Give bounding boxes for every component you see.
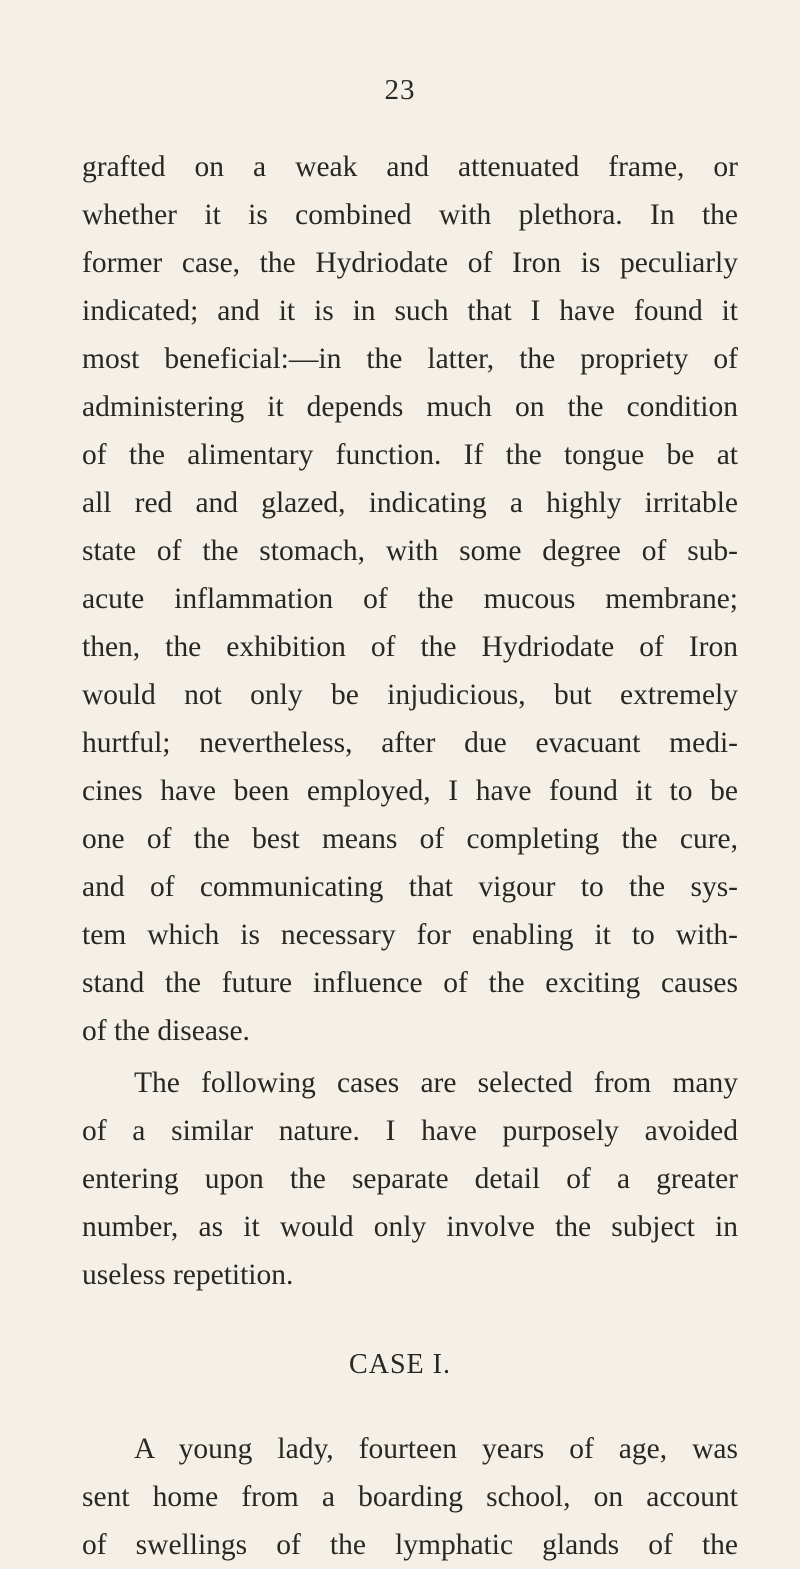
text-line: entering upon the separate detail of a greater xyxy=(82,1163,738,1195)
text-line: stand the future influence of the exciting causes xyxy=(82,967,738,999)
text-line: whether it is combined with plethora. In the xyxy=(82,199,738,231)
text-line: indicated; and it is in such that I have found it xyxy=(82,295,738,327)
text-line: then, the exhibition of the Hydriodate of Iron xyxy=(82,631,738,663)
page-number: 23 xyxy=(384,74,416,106)
text-line: most beneficial:—in the latter, the propriety of xyxy=(82,343,738,375)
text-line: of the alimentary function. If the tongue be at xyxy=(82,439,738,471)
text-line: one of the best means of completing the cure, xyxy=(82,823,738,855)
text-line: of swellings of the lymphatic glands of the xyxy=(82,1529,738,1561)
text-line: administering it depends much on the condition xyxy=(82,391,738,423)
text-line: The following cases are selected from many xyxy=(134,1067,738,1099)
case-heading: CASE I. xyxy=(349,1349,451,1380)
text-line: sent home from a boarding school, on account xyxy=(82,1481,738,1513)
text-line: A young lady, fourteen years of age, was xyxy=(134,1433,738,1465)
text-line: hurtful; nevertheless, after due evacuant medi- xyxy=(82,727,738,759)
text-line: useless repetition. xyxy=(82,1259,294,1291)
text-line: and of communicating that vigour to the sys- xyxy=(82,871,738,903)
text-line: of a similar nature. I have purposely avoided xyxy=(82,1115,738,1147)
text-line: cines have been employed, I have found it to be xyxy=(82,775,738,807)
text-line: tem which is necessary for enabling it to with- xyxy=(82,919,738,951)
text-line: all red and glazed, indicating a highly irritable xyxy=(82,487,738,519)
text-line: grafted on a weak and attenuated frame, or xyxy=(82,151,738,183)
text-line: of the disease. xyxy=(82,1015,250,1047)
text-line: number, as it would only involve the subject in xyxy=(82,1211,738,1243)
text-line: former case, the Hydriodate of Iron is peculiarly xyxy=(82,247,738,279)
text-line: would not only be injudicious, but extremely xyxy=(82,679,738,711)
text-line: acute inflammation of the mucous membrane; xyxy=(82,583,738,615)
text-line: state of the stomach, with some degree of sub- xyxy=(82,535,738,567)
